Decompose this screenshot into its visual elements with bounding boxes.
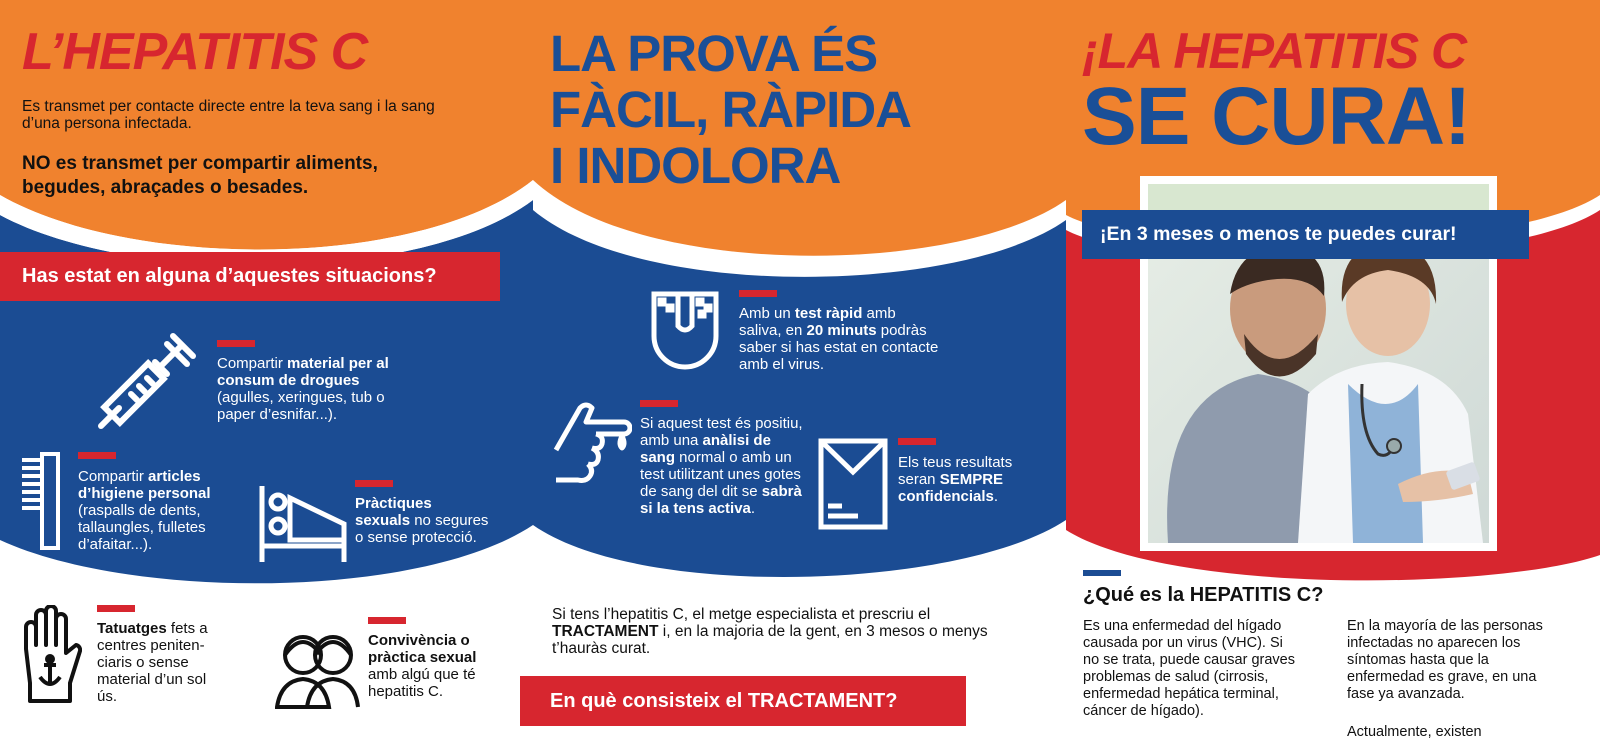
hygiene-text <box>78 468 238 553</box>
what-column-1: Es una enfermedad del hígado causada por un virus (VHC). Si no se trata, puede causar graves problemas de salud (cirrosis, enfermedad hepática terminal, cáncer de hígado). <box>1083 618 1295 719</box>
blood-test-bold1: anàlisi de sang <box>640 432 771 466</box>
treatment-banner <box>520 676 966 726</box>
panel2-title-line2: FÀCIL, RÀPIDA <box>550 81 911 138</box>
envelope-icon <box>818 438 888 530</box>
treatment-post: i, en la majoria de la gent, en 3 mesos o menys t’hauràs curat. <box>552 623 988 657</box>
syringe-icon <box>95 322 205 432</box>
panel2-title-line3: I INDOLORA <box>550 137 841 194</box>
situations-banner-text: Has estat en alguna d’aquestes situacions? <box>22 265 437 287</box>
panel2-title-line1: LA PROVA ÉS <box>550 25 878 82</box>
treatment-banner-text: En què consisteix el TRACTAMENT? <box>550 689 898 712</box>
drugs-red-mark <box>217 340 255 347</box>
sexual-text-post: no segures o sense protecció. <box>355 512 489 546</box>
situations-banner <box>0 252 500 301</box>
rapid-test-red-mark <box>739 290 777 297</box>
tattoo-text-post: fets a centres peniten-ciaris o sense material d’un sol ús. <box>97 620 208 705</box>
cohabitation-text-post: amb algú que té hepatitis C. <box>368 666 476 700</box>
drugs-text-bold: material per al consum de drogues <box>217 355 389 389</box>
results-bold: SEMPRE confidencials <box>898 471 1004 505</box>
rapid-test-post: podràs saber si has estat en contacte amb el virus. <box>739 322 939 373</box>
treatment-text <box>552 606 1022 657</box>
panel3-title-line2: SE CURA! <box>1082 71 1471 162</box>
cohabitation-text-bold: Convivència o pràctica sexual <box>368 632 477 666</box>
not-transmitted-text: NO es transmet per compartir aliments, begudes, abraçades o besades. <box>22 153 378 198</box>
what-heading: ¿Qué es la HEPATITIS C? <box>1083 584 1324 606</box>
drugs-text-pre: Compartir <box>217 355 288 372</box>
sexual-text-bold: Pràctiques sexuals <box>355 495 432 529</box>
tattoo-text-bold: Tatuatges <box>97 620 167 637</box>
blood-test-bold2: sabrà si la tens activa <box>640 483 802 517</box>
panel3-title-line1: ¡LA HEPATITIS C <box>1082 23 1467 79</box>
blood-test-text <box>640 415 805 517</box>
tattoo-red-mark <box>97 605 135 612</box>
blood-test-red-mark <box>640 400 678 407</box>
treatment-pre: Si tens l’hepatitis C, el metge especialista et prescriu el <box>552 606 931 623</box>
treatment-bold: TRACTAMENT <box>552 623 659 640</box>
panel2-title <box>550 26 911 194</box>
cohabitation-red-mark <box>368 617 406 624</box>
sexual-red-mark <box>355 480 393 487</box>
tattoo-text <box>97 620 227 705</box>
rapid-test-bold1: test ràpid <box>794 305 863 322</box>
sexual-text <box>355 495 490 546</box>
cure-banner <box>1082 210 1529 259</box>
brush-icon <box>18 452 63 552</box>
bed-icon <box>258 484 348 564</box>
rapid-test-text <box>739 305 939 373</box>
what-column-2a: En la mayoría de las personas infectadas no aparecen los síntomas hasta que la enfermedad es grave, en una fase ya avanzada. <box>1347 618 1543 702</box>
drugs-text <box>217 355 402 423</box>
results-red-mark <box>898 438 936 445</box>
what-column-2b: Actualmente, existen <box>1347 724 1482 740</box>
rapid-test-bold2: 20 minuts <box>806 322 877 339</box>
results-pre: Els teus resultats seran <box>898 454 1013 488</box>
results-text <box>898 454 1038 505</box>
rapid-test-pre: Amb un <box>739 305 795 322</box>
blood-test-post: . <box>750 500 756 517</box>
blood-test-pre: Si aquest test és positiu, amb una <box>640 415 803 449</box>
saliva-test-icon <box>650 290 720 375</box>
couple-icon <box>275 625 360 710</box>
blood-test-mid: normal o amb un test utilitzant unes gotes de sang del dit se <box>640 449 801 500</box>
rapid-test-mid: amb saliva, en <box>739 305 896 339</box>
drugs-text-post: (agulles, xeringues, tub o paper d’esnifar...). <box>217 389 385 423</box>
hygiene-red-mark <box>78 452 116 459</box>
panel1-title: L’HEPATITIS C <box>22 23 368 81</box>
hygiene-text-bold: articles d’higiene personal <box>78 468 211 502</box>
hygiene-text-post: (raspalls de dents, tallaungles, fulletes d’afaitar...). <box>78 502 206 553</box>
finger-prick-icon <box>552 400 632 485</box>
hygiene-text-pre: Compartir <box>78 468 149 485</box>
cure-banner-text: ¡En 3 meses o menos te puedes curar! <box>1100 223 1457 245</box>
cohabitation-text <box>368 632 498 700</box>
transmission-intro: Es transmet per contacte directe entre la teva sang i la sang d’una persona infectada. <box>22 98 435 132</box>
what-blue-mark <box>1083 570 1121 576</box>
tattoo-hand-icon <box>20 605 82 705</box>
results-post: . <box>993 488 999 505</box>
